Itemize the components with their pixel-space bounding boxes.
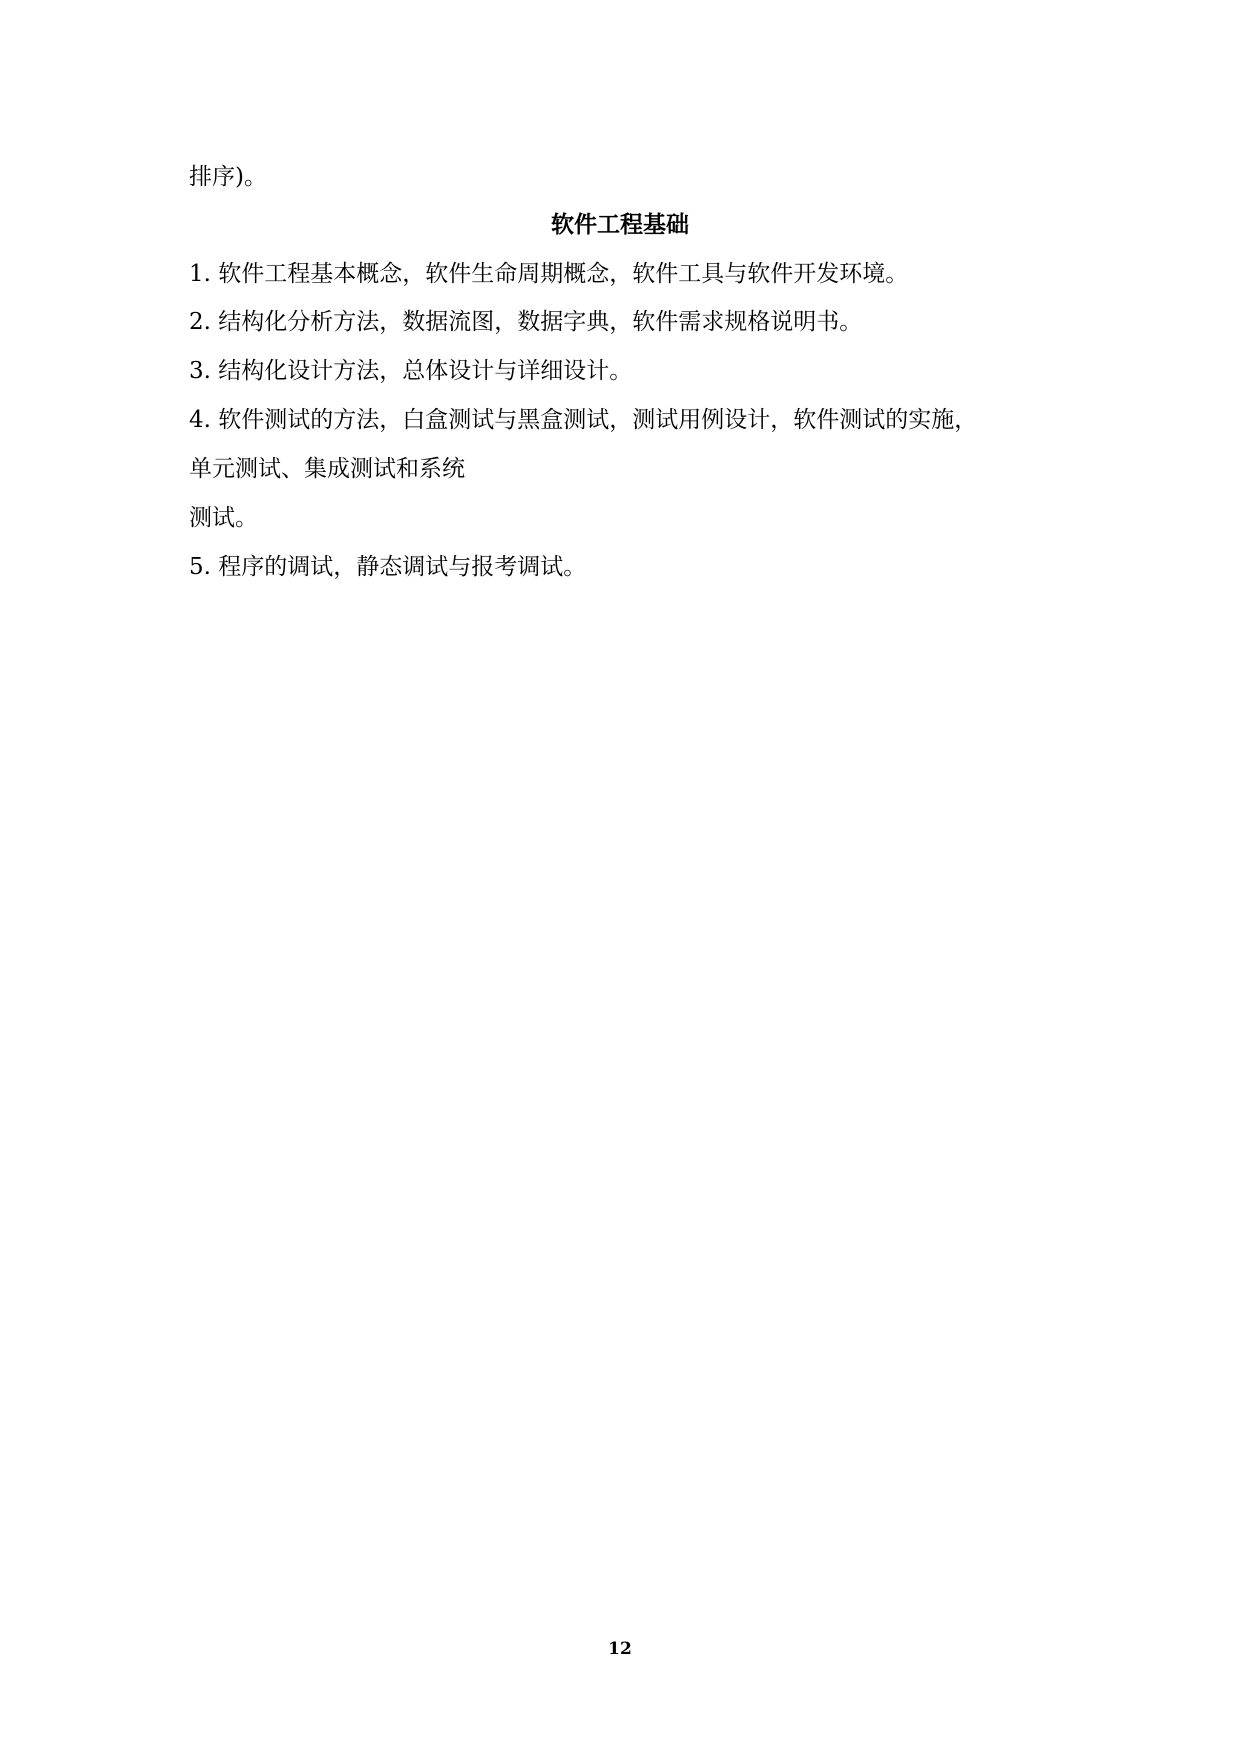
list-item: 4. 软件测试的方法，白盒测试与黑盒测试，测试用例设计，软件测试的实施，	[189, 407, 978, 433]
section-title: 软件工程基础	[551, 212, 689, 238]
list-item: 1. 软件工程基本概念，软件生命周期概念，软件工具与软件开发环境。	[189, 261, 909, 287]
list-item: 2. 结构化分析方法，数据流图，数据字典，软件需求规格说明书。	[189, 309, 863, 335]
list-item: 3. 结构化设计方法，总体设计与详细设计。	[189, 358, 633, 384]
continuation-text: 排序)。	[189, 164, 267, 190]
list-item-continuation: 测试。	[189, 505, 258, 531]
page-number: 12	[608, 1639, 632, 1659]
list-item-continuation: 单元测试、集成测试和系统	[189, 456, 465, 482]
list-item: 5. 程序的调试，静态调试与报考调试。	[189, 554, 587, 580]
